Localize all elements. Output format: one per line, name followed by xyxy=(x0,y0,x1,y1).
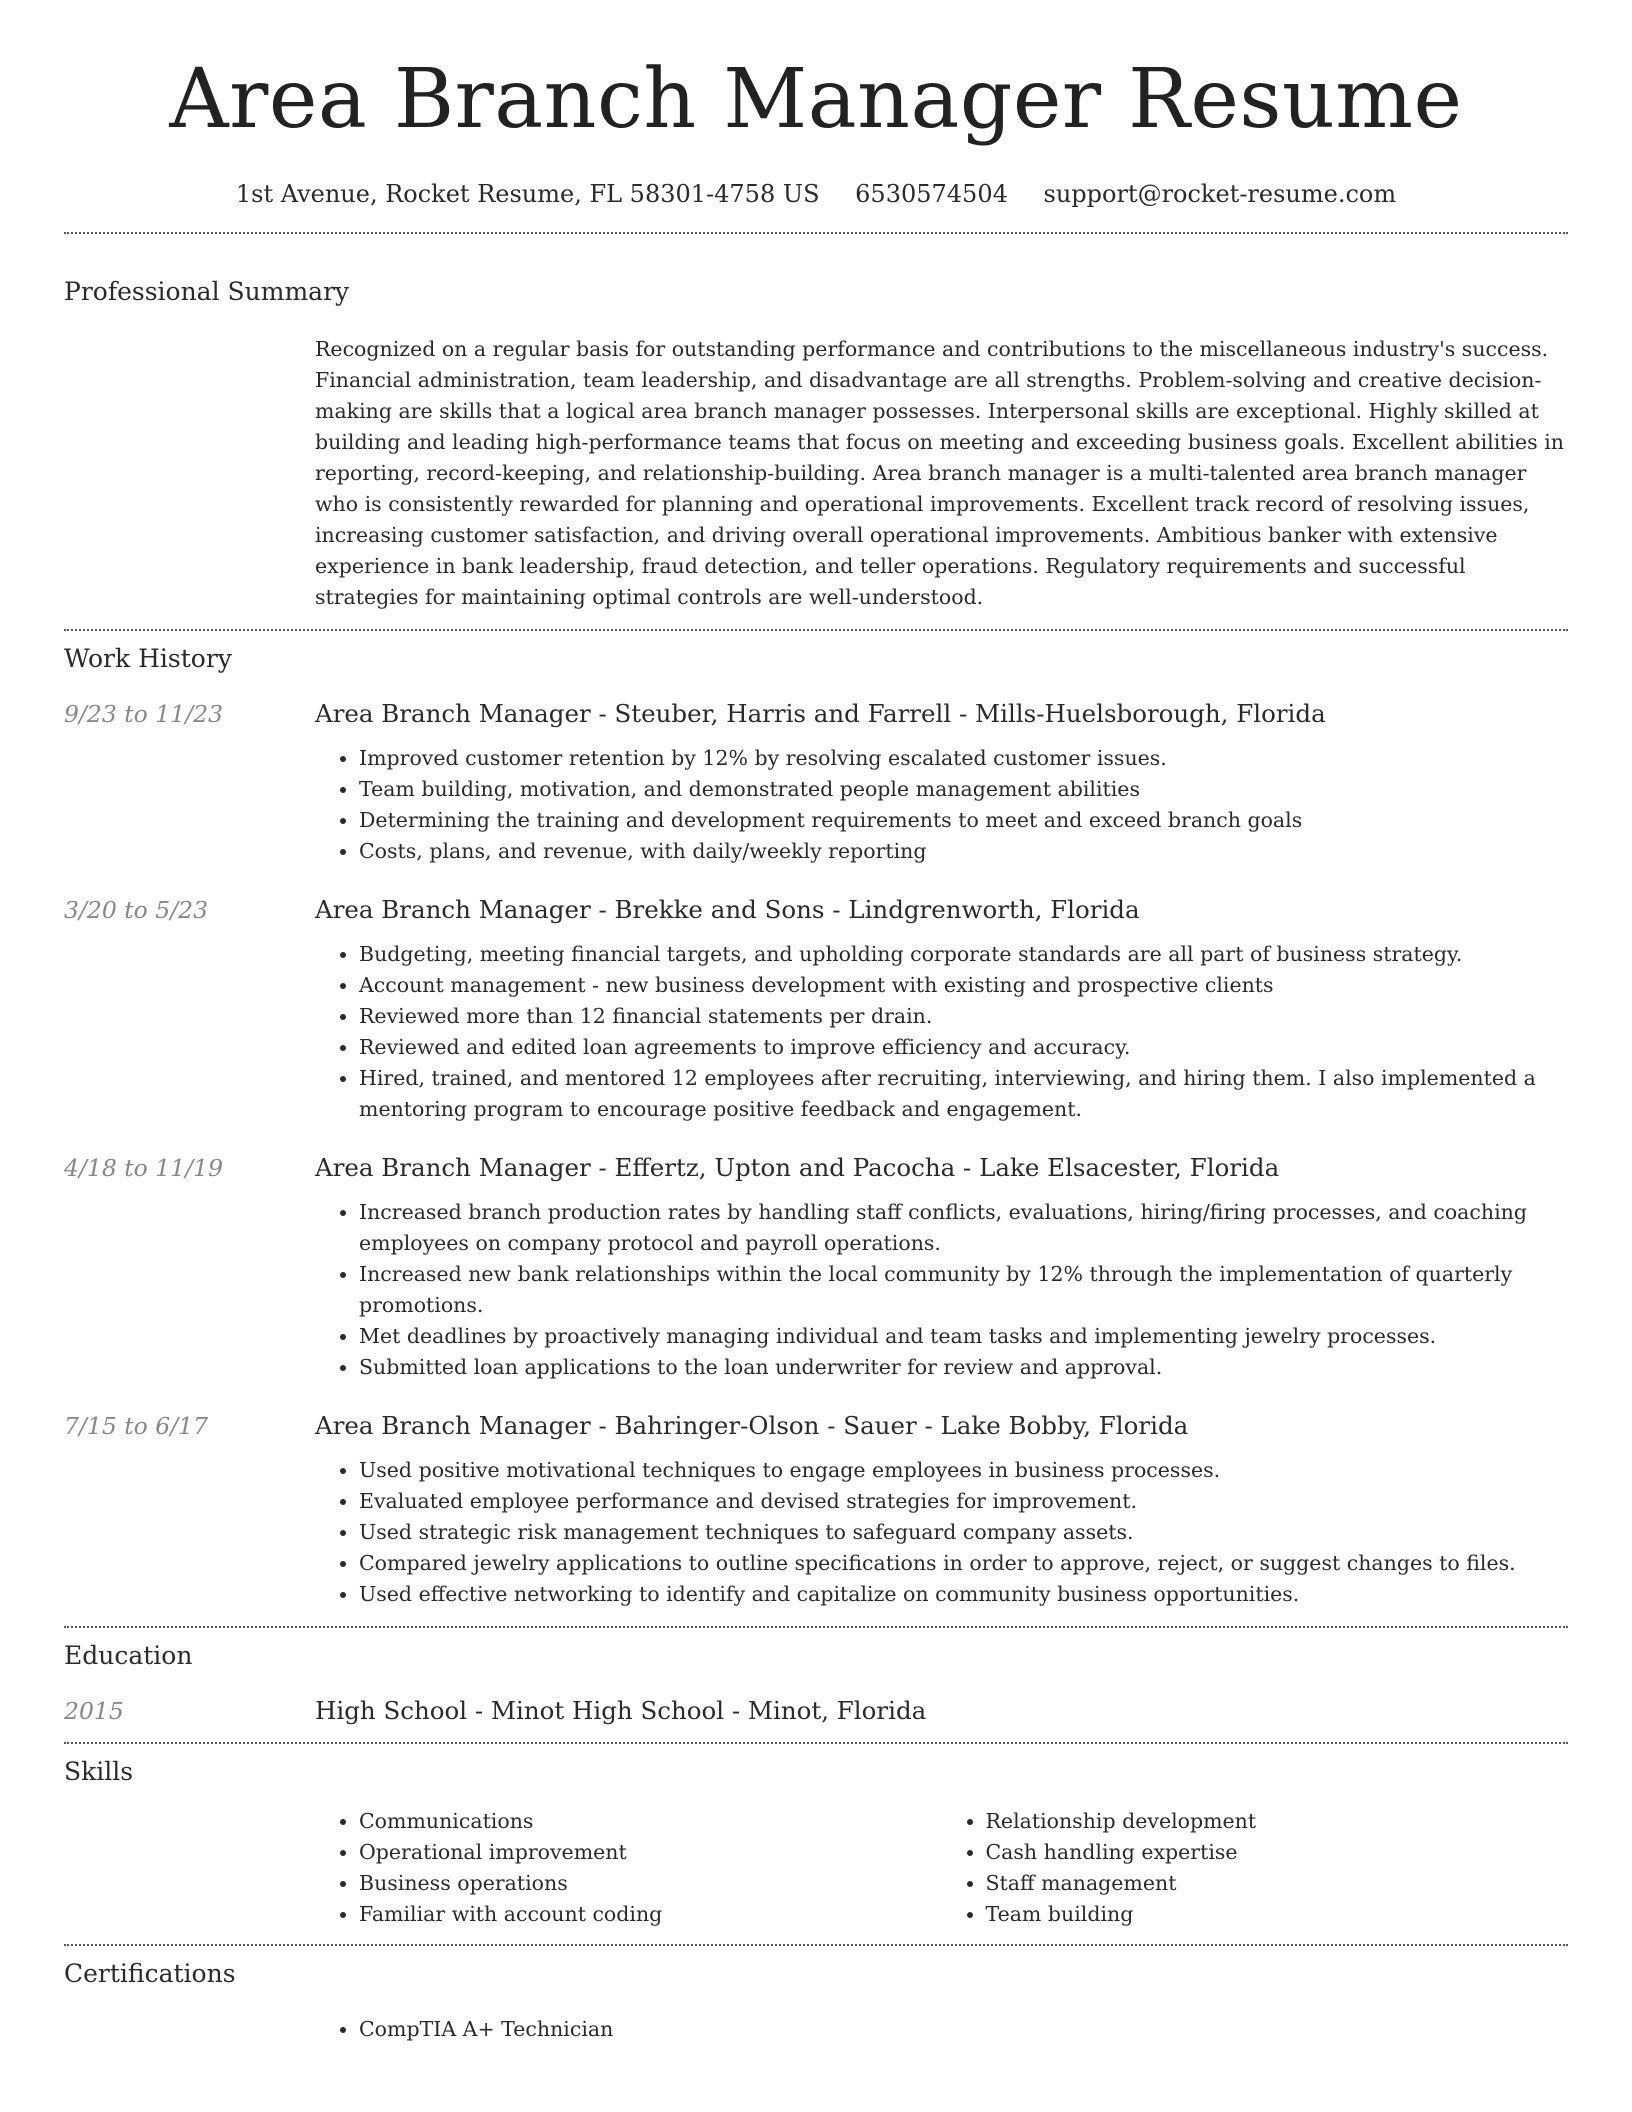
job-bullet-list xyxy=(315,1197,1568,1383)
job-bullet: • Budgeting, meeting financial targets, and upholding corporate standards are all part of business strategy. xyxy=(359,939,1568,970)
job-bullet: • Used positive motivational techniques to engage employees in business processes. xyxy=(359,1455,1568,1486)
job-title: Area Branch Manager - Brekke and Sons - Lindgrenworth, Florida xyxy=(315,895,1140,924)
summary-text: Recognized on a regular basis for outstanding performance and contributions to the miscellaneous industry's success. Financial administration, team leadership, and disadvantage are all strengths. Problem-solving and creative decision-making are skills that a logical area branch manager possesses. Interpersonal skills are exceptional. Highly skilled at building and leading high-performance teams that focus on meeting and exceeding business goals. Excellent abilities in reporting, record-keeping, and relationship-building. Area branch manager is a multi-talented area branch manager who is consistently rewarded for planning and operational improvements. Excellent track record of resolving issues, increasing customer satisfaction, and driving overall operational improvements. Ambitious banker with extensive experience in bank leadership, fraud detection, and teller operations. Regulatory requirements and successful strategies for maintaining optimal controls are well-understood. xyxy=(315,337,1564,609)
job-bullet: • Team building, motivation, and demonstrated people management abilities xyxy=(359,774,1568,805)
skills-column-right xyxy=(942,1806,1569,1930)
section-heading-summary: Professional Summary xyxy=(64,277,350,306)
job-bullet: • Account management - new business development with existing and prospective clients xyxy=(359,970,1568,1001)
skills-section xyxy=(64,1744,1568,1944)
job-entry xyxy=(64,1409,1568,1610)
job-body xyxy=(315,1151,1568,1383)
job-date: 4/18 to 11/19 xyxy=(64,1154,224,1182)
job-body xyxy=(315,697,1568,867)
job-list xyxy=(64,697,1568,1610)
section-heading-work: Work History xyxy=(64,644,232,673)
education-entry xyxy=(64,1694,1568,1728)
contact-line xyxy=(64,178,1568,210)
certification-item: • CompTIA A+ Technician xyxy=(359,2014,1568,2045)
job-title: Area Branch Manager - Effertz, Upton and Pacocha - Lake Elsacester, Florida xyxy=(315,1153,1280,1182)
job-body xyxy=(315,893,1568,1125)
job-bullet-list xyxy=(315,1455,1568,1610)
skill-item: • Communications xyxy=(359,1806,942,1837)
job-bullet: • Reviewed and edited loan agreements to improve efficiency and accuracy. xyxy=(359,1032,1568,1063)
section-heading-skills: Skills xyxy=(64,1757,134,1786)
resume-page xyxy=(64,0,1568,2045)
page-title: Area Branch Manager Resume xyxy=(169,52,1463,147)
contact-phone: 6530574504 xyxy=(855,180,1008,208)
job-bullet: • Reviewed more than 12 financial statements per drain. xyxy=(359,1001,1568,1032)
job-bullet: • Used effective networking to identify and capitalize on community business opportunities. xyxy=(359,1579,1568,1610)
certifications-list xyxy=(315,2014,1568,2045)
job-title: Area Branch Manager - Bahringer-Olson - Sauer - Lake Bobby, Florida xyxy=(315,1411,1189,1440)
section-heading-education: Education xyxy=(64,1641,193,1670)
job-bullet: • Costs, plans, and revenue, with daily/weekly reporting xyxy=(359,836,1568,867)
certifications-section xyxy=(64,1946,1568,2045)
job-date: 9/23 to 11/23 xyxy=(64,700,224,728)
skill-item: • Team building xyxy=(986,1899,1569,1930)
education-section xyxy=(64,1628,1568,1742)
contact-email: support@rocket-resume.com xyxy=(1043,180,1397,208)
education-date: 2015 xyxy=(64,1697,124,1725)
skill-item: • Business operations xyxy=(359,1868,942,1899)
work-history-section xyxy=(64,631,1568,1626)
skills-column-left xyxy=(315,1806,942,1930)
job-bullet: • Compared jewelry applications to outline specifications in order to approve, reject, or suggest changes to files. xyxy=(359,1548,1568,1579)
contact-address: 1st Avenue, Rocket Resume, FL 58301-4758 US xyxy=(235,180,820,208)
job-title: Area Branch Manager - Steuber, Harris and Farrell - Mills-Huelsborough, Florida xyxy=(315,699,1326,728)
job-date: 7/15 to 6/17 xyxy=(64,1412,209,1440)
job-bullet: • Used strategic risk management techniques to safeguard company assets. xyxy=(359,1517,1568,1548)
skill-item: • Familiar with account coding xyxy=(359,1899,942,1930)
section-heading-certifications: Certifications xyxy=(64,1959,236,1988)
job-bullet: • Improved customer retention by 12% by resolving escalated customer issues. xyxy=(359,743,1568,774)
job-date: 3/20 to 5/23 xyxy=(64,896,209,924)
job-bullet-list xyxy=(315,743,1568,867)
education-title: High School - Minot High School - Minot, Florida xyxy=(315,1696,927,1725)
skill-item: • Relationship development xyxy=(986,1806,1569,1837)
skill-item: • Cash handling expertise xyxy=(986,1837,1569,1868)
job-bullet: • Increased new bank relationships within the local community by 12% through the implementation of quarterly promotions. xyxy=(359,1259,1568,1321)
job-bullet: • Evaluated employee performance and devised strategies for improvement. xyxy=(359,1486,1568,1517)
job-bullet: • Hired, trained, and mentored 12 employees after recruiting, interviewing, and hiring them. I also implemented a mentoring program to encourage positive feedback and engagement. xyxy=(359,1063,1568,1125)
job-entry xyxy=(64,893,1568,1125)
skills-grid xyxy=(315,1806,1568,1930)
job-body xyxy=(315,1409,1568,1610)
professional-summary-section xyxy=(64,234,1568,629)
job-bullet: • Determining the training and development requirements to meet and exceed branch goals xyxy=(359,805,1568,836)
job-entry xyxy=(64,1151,1568,1383)
job-bullet: • Met deadlines by proactively managing individual and team tasks and implementing jewelry processes. xyxy=(359,1321,1568,1352)
skill-item: • Staff management xyxy=(986,1868,1569,1899)
job-entry xyxy=(64,697,1568,867)
job-bullet: • Submitted loan applications to the loan underwriter for review and approval. xyxy=(359,1352,1568,1383)
job-bullet-list xyxy=(315,939,1568,1125)
skill-item: • Operational improvement xyxy=(359,1837,942,1868)
job-bullet: • Increased branch production rates by handling staff conflicts, evaluations, hiring/firing processes, and coaching employees on company protocol and payroll operations. xyxy=(359,1197,1568,1259)
